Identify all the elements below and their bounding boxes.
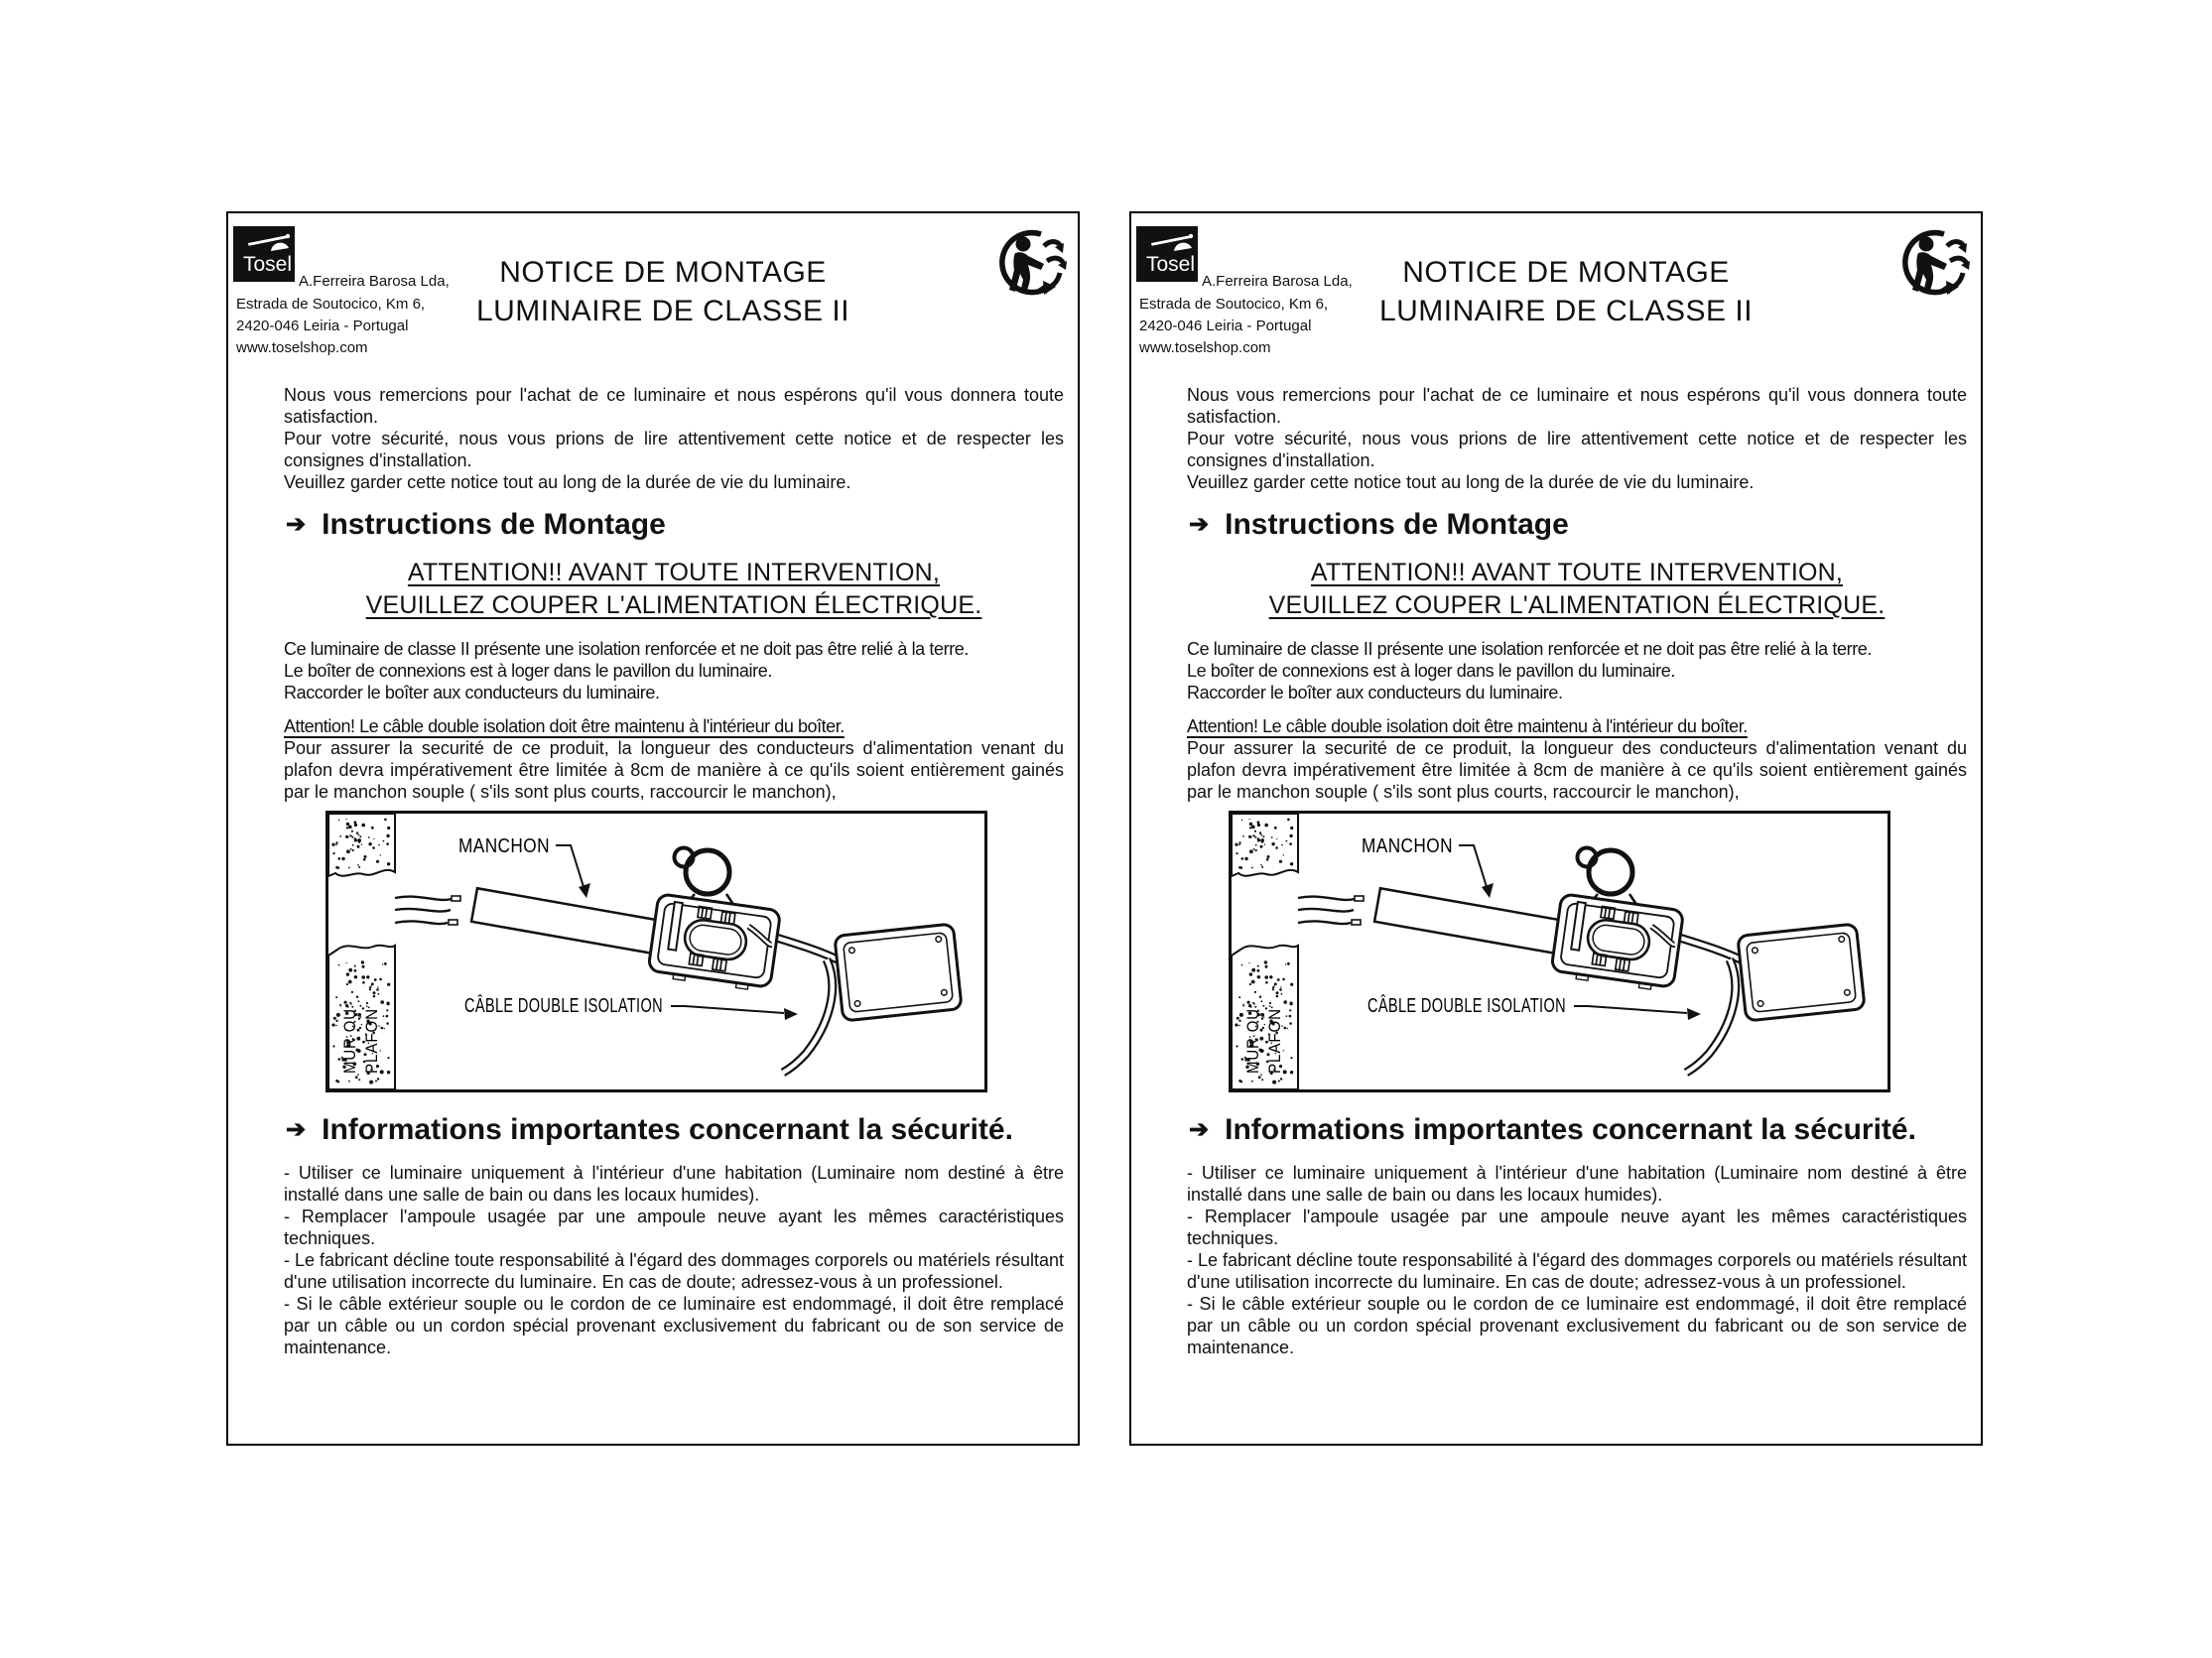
supply-wires [1298, 897, 1355, 924]
body-line: Le boîter de connexions est à loger dans le pavillon du luminaire. [284, 661, 772, 681]
manchon-arrowhead [579, 883, 590, 898]
connection-box [1550, 894, 1683, 992]
diagram-label-cable: CÂBLE DOUBLE ISOLATION [464, 995, 738, 1017]
section-heading-label: Informations importantes concernant la sécurité. [1225, 1113, 1916, 1146]
company-name: A.Ferreira Barosa Lda, [1202, 273, 1353, 290]
notice-document [226, 211, 1080, 1446]
intro-paragraphs [1187, 384, 1967, 493]
intro-paragraph: Veuillez garder cette notice tout au long de la durée de vie du luminaire. [1187, 472, 1755, 492]
intro-paragraph: Veuillez garder cette notice tout au long de la durée de vie du luminaire. [284, 472, 851, 492]
cable-arrowhead [784, 1008, 798, 1020]
section-heading-label: Instructions de Montage [322, 508, 666, 541]
address-line: 2420-046 Leiria - Portugal [1139, 318, 1312, 334]
website-url: www.toselshop.com [236, 339, 368, 356]
wire-tip [449, 920, 457, 925]
safety-list [284, 1162, 1064, 1358]
safety-list [1187, 1162, 1967, 1358]
body-line: Le boîter de connexions est à loger dans le pavillon du luminaire. [1187, 661, 1675, 681]
warning-heading [1187, 557, 1967, 622]
section-heading-securite [286, 1112, 1064, 1150]
wire-tip [1355, 896, 1364, 901]
diagram-label-wall-2: PLAFON [362, 999, 381, 1074]
intro-paragraph: Pour votre sécurité, nous vous prions de lire attentivement cette notice et de respecter les consignes d'installation. [284, 429, 1064, 470]
intro-paragraph: Nous vous remercions pour l'achat de ce luminaire et nous espérons qu'il vous donnera toute satisfaction. [284, 385, 1064, 427]
section-heading-montage [1189, 507, 1967, 545]
warning-line: VEUILLEZ COUPER L'ALIMENTATION ÉLECTRIQUE. [365, 591, 982, 619]
page-title [1260, 253, 1872, 330]
lamp-knob-icon [286, 234, 290, 238]
company-name: A.Ferreira Barosa Lda, [299, 273, 450, 290]
cover-plate [1738, 924, 1865, 1021]
attention-note: Attention! Le câble double isolation doit être maintenu à l'intérieur du boîter. [284, 716, 845, 736]
lamp-shade-icon [271, 243, 289, 251]
tosel-logo [233, 226, 295, 282]
cable-run [1673, 936, 1745, 1073]
tosel-logo-text: Tosel [243, 253, 293, 276]
warning-line: ATTENTION!! AVANT TOUTE INTERVENTION, [1310, 559, 1844, 586]
warning-line: VEUILLEZ COUPER L'ALIMENTATION ÉLECTRIQUE. [1268, 591, 1886, 619]
manchon-leader-line [1459, 845, 1488, 890]
safety-item: - Le fabricant décline toute responsabilité à l'égard des dommages corporels ou matériels résultant d'une utilisation incorrecte du luminaire. En cas de doute; adressez-vous à un professionel. [1187, 1250, 1967, 1292]
intro-paragraph: Pour votre sécurité, nous vous prions de lire attentivement cette notice et de respecter les consignes d'installation. [1187, 429, 1967, 470]
installation-diagram [325, 811, 987, 1092]
cable-arrowhead [1687, 1008, 1701, 1020]
safety-item: - Si le câble extérieur souple ou le cordon de ce luminaire est endommagé, il doit être remplacé par un câble ou un cordon spécial provenant exclusivement du fabricant ou de son service de maintenance. [1187, 1294, 1967, 1357]
document-body [1187, 384, 1967, 1358]
warning-line: ATTENTION!! AVANT TOUTE INTERVENTION, [407, 559, 941, 586]
intro-paragraphs [284, 384, 1064, 493]
body-line: Raccorder le boîter aux conducteurs du luminaire. [1187, 683, 1563, 702]
cable-run [770, 936, 842, 1073]
diagram-label-manchon: MANCHON [458, 835, 550, 857]
notice-document [1129, 211, 1983, 1446]
wire-tip [452, 896, 460, 901]
conductor-length-paragraph: Pour assurer la securité de ce produit, la longueur des conducteurs d'alimentation venant du plafon devra impérativement être limitée à 8cm de manière à ce qu'ils soient entièrement gainés par le manchon souple ( s'ils sont plus courts, raccourcir le manchon), [284, 738, 1064, 802]
cover-plate [835, 924, 962, 1021]
arrow-bullet-icon: ➔ [286, 511, 307, 538]
connection-box [647, 894, 780, 992]
manchon-arrowhead [1482, 883, 1494, 898]
address-line: 2420-046 Leiria - Portugal [236, 318, 409, 334]
title-line-2: LUMINAIRE DE CLASSE II [1378, 295, 1754, 327]
arrow-bullet-icon: ➔ [1189, 511, 1210, 538]
website-url: www.toselshop.com [1139, 339, 1271, 356]
document-body [284, 384, 1064, 1358]
title-line-1: NOTICE DE MONTAGE [499, 256, 827, 289]
safety-item: - Le fabricant décline toute responsabilité à l'égard des dommages corporels ou matériels résultant d'une utilisation incorrecte du luminaire. En cas de doute; adressez-vous à un professionel. [284, 1250, 1064, 1292]
safety-item: - Si le câble extérieur souple ou le cordon de ce luminaire est endommagé, il doit être remplacé par un câble ou un cordon spécial provenant exclusivement du fabricant ou de son service de maintenance. [284, 1294, 1064, 1357]
section-heading-label: Instructions de Montage [1225, 508, 1569, 541]
diagram-label-wall-1: MUR OU [340, 999, 359, 1074]
section-heading-securite [1189, 1112, 1967, 1150]
attention-note: Attention! Le câble double isolation doit être maintenu à l'intérieur du boîter. [1187, 716, 1748, 736]
warning-heading [284, 557, 1064, 622]
diagram-label-wall-1: MUR OU [1243, 999, 1262, 1074]
diagram-label-cable: CÂBLE DOUBLE ISOLATION [1367, 995, 1641, 1017]
cable-leader-line [1574, 1006, 1687, 1013]
title-line-1: NOTICE DE MONTAGE [1402, 256, 1730, 289]
manchon-leader-line [556, 845, 585, 890]
lamp-shade-icon [1174, 243, 1192, 251]
section-heading-montage [286, 507, 1064, 545]
page-title [357, 253, 969, 330]
tosel-logo-text: Tosel [1146, 253, 1196, 276]
diagram-label-wall-2: PLAFON [1265, 999, 1284, 1074]
arrow-bullet-icon: ➔ [286, 1116, 307, 1143]
triman-recycling-icon [1891, 223, 1971, 303]
diagram-label-manchon: MANCHON [1362, 835, 1453, 857]
body-line: Ce luminaire de classe II présente une isolation renforcée et ne doit pas être relié à la terre. [1187, 639, 1873, 659]
body-line: Raccorder le boîter aux conducteurs du luminaire. [284, 683, 660, 702]
conductor-length-paragraph: Pour assurer la securité de ce produit, la longueur des conducteurs d'alimentation venant du plafon devra impérativement être limitée à 8cm de manière à ce qu'ils soient entièrement gainés par le manchon souple ( s'ils sont plus courts, raccourcir le manchon), [1187, 738, 1967, 802]
class2-paragraph [1187, 638, 1967, 703]
document-header [1131, 213, 1981, 384]
section-heading-label: Informations importantes concernant la sécurité. [322, 1113, 1013, 1146]
class2-paragraph [284, 638, 1064, 703]
supply-wires [395, 897, 452, 924]
triman-recycling-icon [988, 223, 1068, 303]
manchon-sleeve [471, 888, 663, 954]
intro-paragraph: Nous vous remercions pour l'achat de ce luminaire et nous espérons qu'il vous donnera toute satisfaction. [1187, 385, 1967, 427]
safety-item: - Remplacer l'ampoule usagée par une ampoule neuve ayant les mêmes caractéristiques techniques. [1187, 1207, 1967, 1248]
body-line: Ce luminaire de classe II présente une isolation renforcée et ne doit pas être relié à la terre. [284, 639, 970, 659]
safety-item: - Utiliser ce luminaire uniquement à l'intérieur d'une habitation (Luminaire nom destiné à être installé dans une salle de bain ou dans les locaux humides). [284, 1163, 1064, 1205]
manchon-sleeve [1374, 888, 1566, 954]
arrow-bullet-icon: ➔ [1189, 1116, 1210, 1143]
installation-diagram [1229, 811, 1890, 1092]
lamp-knob-icon [1189, 234, 1193, 238]
address-line: Estrada de Soutocico, Km 6, [236, 296, 426, 313]
title-line-2: LUMINAIRE DE CLASSE II [475, 295, 850, 327]
document-header [228, 213, 1078, 384]
address-line: Estrada de Soutocico, Km 6, [1139, 296, 1329, 313]
cable-leader-line [671, 1006, 784, 1013]
wire-tip [1352, 920, 1361, 925]
safety-item: - Utiliser ce luminaire uniquement à l'intérieur d'une habitation (Luminaire nom destiné à être installé dans une salle de bain ou dans les locaux humides). [1187, 1163, 1967, 1205]
tosel-logo [1136, 226, 1198, 282]
safety-item: - Remplacer l'ampoule usagée par une ampoule neuve ayant les mêmes caractéristiques techniques. [284, 1207, 1064, 1248]
